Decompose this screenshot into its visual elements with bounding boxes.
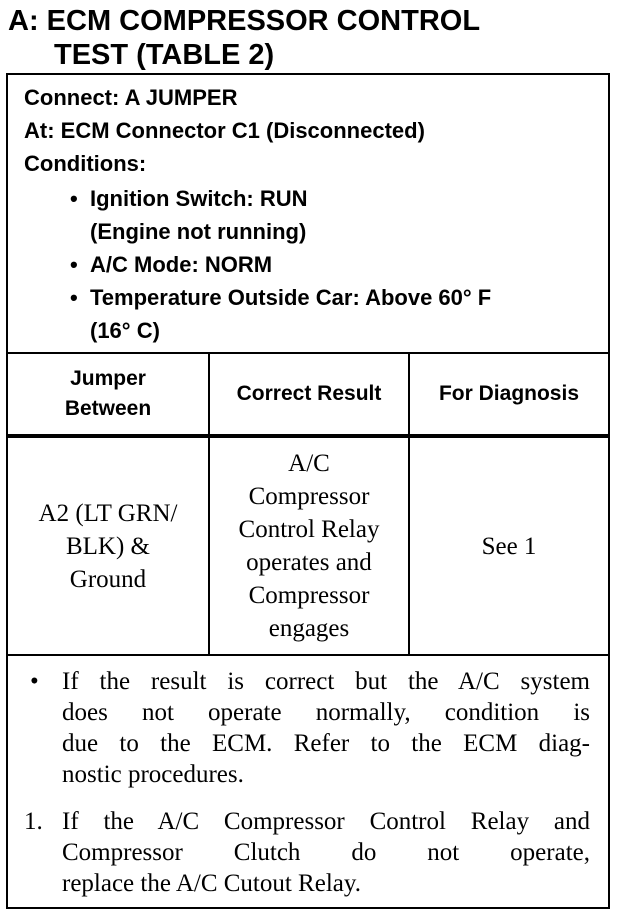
header-for-diagnosis: For Diagnosis [438, 382, 580, 405]
notes-section [8, 654, 608, 907]
condition-item: • Temperature Outside Car: Above 60° F [70, 285, 492, 310]
note-item: If the A/C Compressor Control Relay and Compressor Clutch do not operate, replace the A/C Cutout Relay. [62, 808, 590, 897]
test-table-frame [6, 73, 610, 909]
title-line-2: TEST (TABLE 2) [54, 39, 275, 71]
connect-line: Connect: A JUMPER [24, 85, 238, 110]
bullet-icon: • [70, 186, 78, 211]
condition-item: • A/C Mode: NORM [70, 252, 273, 277]
condition-item-continued: (16° C) [90, 318, 160, 343]
bullet-icon: • [70, 252, 78, 277]
note-number: 1. [24, 808, 43, 835]
cell-diagnosis: See 1 [481, 532, 537, 560]
header-jumper-between: Jumper Between [64, 367, 152, 420]
page-title [8, 4, 618, 72]
note-bullet-icon: • [30, 668, 39, 695]
conditions-label: Conditions: [24, 151, 147, 176]
note-item: If the result is correct but the A/C system does not operate normally, condition is due to the ECM. Refer to the ECM diag- nostic procedures. [62, 668, 590, 788]
title-line-1: A: ECM COMPRESSOR CONTROL [8, 5, 481, 37]
cell-correct-result: A/C Compressor Control Relay operates and Compressor engages [238, 450, 380, 642]
header-correct-result: Correct Result [236, 382, 382, 405]
test-conditions [8, 75, 608, 354]
result-table [8, 354, 608, 654]
condition-item-continued: (Engine not running) [90, 219, 307, 244]
condition-item: • Ignition Switch: RUN [70, 186, 308, 211]
bullet-icon: • [70, 285, 78, 310]
cell-jumper: A2 (LT GRN/ BLK) & Ground [38, 499, 178, 593]
at-line: At: ECM Connector C1 (Disconnected) [24, 118, 425, 143]
